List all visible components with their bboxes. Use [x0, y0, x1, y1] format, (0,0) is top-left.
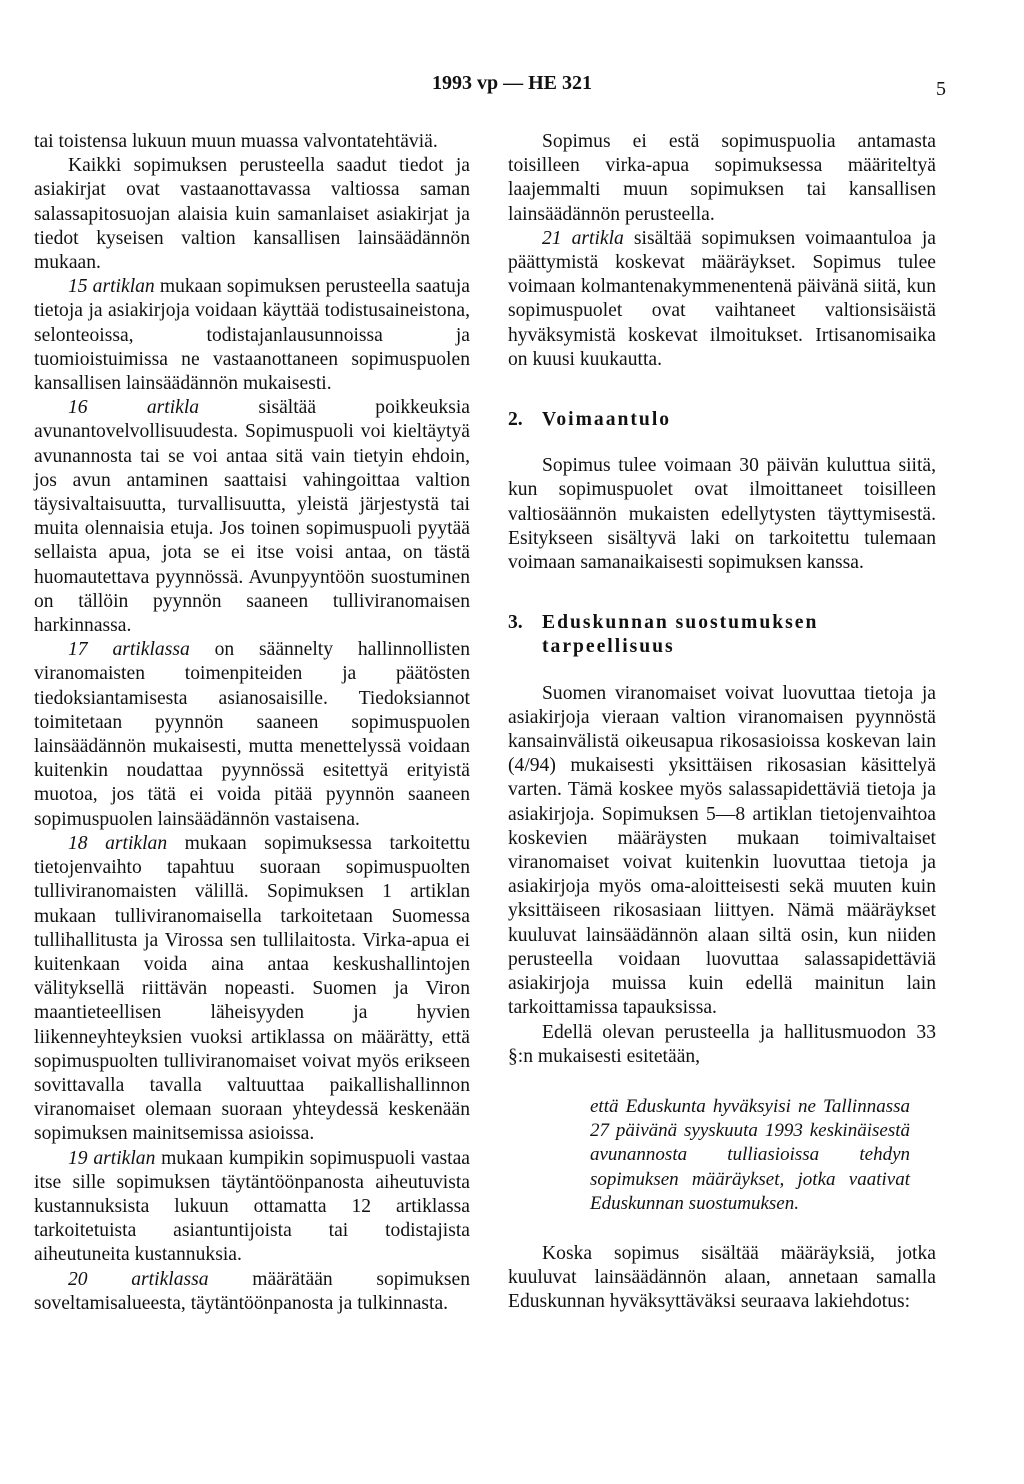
article-reference: 20 artiklassa: [68, 1268, 209, 1290]
paragraph: Koska sopimus sisältää määräyksiä, jotka kuuluvat lainsäädännön alaan, annetaan samalla Eduskunnan hyväksyttäväksi seuraava lakiehdotus:: [508, 1242, 936, 1313]
paragraph: [34, 1147, 470, 1268]
resolution-quote: että Eduskunta hyväksyisi ne Tallinnassa 27 päivänä syyskuuta 1993 keskinäisestä avunannosta tulliasioissa tehdyn sopimuksen määräykset, jotka vaativat Eduskunnan suostumuksen.: [590, 1095, 910, 1214]
paragraph-text: sisältää sopimuksen voimaantuloa ja päättymistä koskevat määräykset. Sopimus tulee voimaan kolmantenakymmenentenä päivänä siitä, kun sopimuspuolet ovat vaihtaneet valtionsisäistä hyväksymistä koskevat ilmoitukset. Irtisanomisaika on kuusi kuukautta.: [508, 227, 936, 370]
right-column: [508, 130, 936, 1315]
section-number: 3.: [508, 612, 523, 634]
paragraph: tai toistensa lukuun muun muassa valvontatehtäviä.: [34, 131, 438, 152]
section-heading-3: [508, 611, 936, 659]
paragraph: Edellä olevan perusteella ja hallitusmuodon 33 §:n mukaisesti esitetään,: [508, 1021, 936, 1067]
article-reference: 19 artiklan: [68, 1147, 156, 1169]
section-heading-2: [508, 408, 936, 432]
article-reference: 15 artiklan: [68, 276, 155, 298]
paragraph-text: mukaan kumpikin sopimuspuoli vastaa itse sille sopimuksen täytäntöönpanosta aiheutuvista kustannuksista lukuun ottamatta 12 artiklassa tarkoitetuista asiantuntijoista tai todistajista aiheutuneita kustannuksia.: [34, 1147, 470, 1266]
paragraph-text: mukaan sopimuksessa tarkoitettu tietojenvaihto tapahtuu suoraan sopimuspuolten tulliviranomaisten välillä. Sopimuksen 1 artiklan mukaan tulliviranomaisella tarkoitetaan Suomessa tullihallitusta ja Virossa sen tullilaitosta. Virka-apua ei kuitenkaan voida aina antaa keskushallintojen välityksellä riittävän nopeasti. Suomen ja Viron maantieteellisen läheisyyden ja hyvien liikenneyhteyksien vuoksi artiklassa on määrätty, että sopimuspuolten tulliviranomaiset voivat myös erikseen sovittavalla tavalla valtuuttaa paikallishallinnon viranomaiset olemaan suoraan yhteydessä keskenään sopimuksen mainitsemissa asioissa.: [34, 832, 470, 1145]
article-reference: 21 artikla: [542, 227, 624, 249]
paragraph: Sopimus tulee voimaan 30 päivän kuluttua siitä, kun sopimuspuolet ovat ilmoittaneet toisilleen valtiosäännön mukaisten edellytysten täyttymisestä. Esitykseen sisältyvä laki on tarkoitettu tulemaan voimaan samanaikaisesti sopimuksen kanssa.: [508, 455, 936, 574]
left-column: [34, 130, 470, 1316]
paragraph-text: määrätään sopimuksen soveltamisalueesta, täytäntöönpanosta ja tulkinnasta.: [34, 1268, 470, 1314]
paragraph: Suomen viranomaiset voivat luovuttaa tietoja ja asiakirjoja vieraan valtion viranomaisen pyynnöstä kansainvälistä oikeusapua rikosasioissa koskevan lain (4/94) mukaisesti yksittäisen rikosasian käsittelyä varten. Tämä koskee myös salassapidettäviä tietoja ja asiakirjoja. Sopimuksen 5—8 artiklan tietojenvaihtoa koskevien määräysten mukaan toimivaltaiset viranomaiset voivat kuitenkin luovuttaa tietoja ja asiakirjoja myös oma-aloitteisesti sekä muuten kuin yksittäiseen rikosasiaan liittyen. Nämä määräykset kuuluvat lainsäädännön alaan siltä osin, kun niiden perusteella voidaan luovuttaa salassapidettäviä asiakirjoja muissa kuin edellä mainitun lain tarkoittamissa tapauksissa.: [508, 682, 936, 1019]
paragraph-text: mukaan sopimuksen perusteella saatuja tietoja ja asiakirjoja voidaan käyttää todistusaineistona, selonteoissa, todistajanlausunnoissa ja tuomioistuimissa ne vastaanottaneen sopimuspuolen kansallisen lainsäädännön mukaisesti.: [34, 276, 470, 395]
article-reference: 17 artiklassa: [68, 639, 190, 661]
paragraph-text: on säännelty hallinnollisten viranomaisten toimenpiteiden ja päätösten tiedoksiantamisesta asianosaisille. Tiedoksiannot toimitetaan pyynnön saaneen sopimuspuolen lainsäädännön mukaisesti, mutta menettelyssä voidaan kuitenkin noudattaa pyynnössä esitettyä erityistä muotoa, jos tätä ei voida pitää pyynnön saaneen sopimuspuolen lainsäädännön vastaisena.: [34, 639, 470, 830]
paragraph: [34, 1268, 470, 1316]
paragraph: [508, 227, 936, 372]
section-title: Voimaantulo: [542, 409, 672, 431]
paragraph-text: sisältää poikkeuksia avunantovelvollisuudesta. Sopimuspuoli voi kieltäytyä avunannosta tai se voi antaa sitä vain tietyin ehdoin, jos avun antaminen saattaisi vahingoittaa valtion täysivaltaisuutta, turvallisuutta, yleistä järjestystä tai muita olennaisia etuja. Jos toinen sopimuspuoli pyytää sellaista apua, jota se ei itse voisi antaa, on tästä huomautettava pyynnössä. Avunpyyntöön suostuminen on tällöin pyynnön saaneen tulliviranomaisen harkinnassa.: [34, 397, 470, 637]
paragraph: [34, 638, 470, 832]
running-title: 1993 vp — HE 321: [431, 72, 593, 94]
section-title: Eduskunnan suostumuksen tarpeellisuus: [542, 612, 819, 658]
section-number: 2.: [508, 409, 523, 431]
paragraph: Kaikki sopimuksen perusteella saadut tiedot ja asiakirjat ovat vastaanottavassa valtiossa saman salassapitosuojan alaisia kuin samanlaiset asiakirjat ja tiedot kyseisen valtion kansallisen lainsäädännön mukaan.: [34, 155, 470, 274]
article-reference: 18 artiklan: [68, 832, 168, 854]
paragraph: [34, 275, 470, 396]
paragraph: [34, 396, 470, 638]
paragraph: [34, 832, 470, 1147]
paragraph: Sopimus ei estä sopimuspuolia antamasta toisilleen virka-apua sopimuksessa määriteltyä laajemmalti muun sopimuksen tai kansallisen lainsäädännön perusteella.: [508, 131, 936, 225]
page-number: 5: [936, 78, 946, 100]
article-reference: 16 artikla: [68, 397, 200, 419]
